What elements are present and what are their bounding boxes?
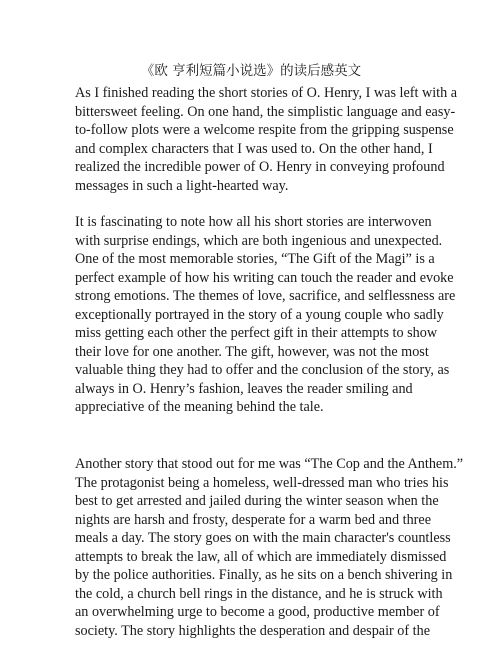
text-line: messages in such a light-hearted way.: [75, 177, 289, 194]
text-line: It is fascinating to note how all his short stories are interwoven: [75, 214, 432, 230]
text-line: an overwhelming urge to become a good, productive member of: [75, 604, 440, 620]
text-line: appreciative of the meaning behind the tale.: [75, 399, 324, 415]
text-line: miss getting each other the perfect gift in their attempts to show: [75, 325, 438, 341]
text-line: strong emotions. The themes of love, sacrifice, and selflessness are: [75, 288, 456, 304]
text-line: to-follow plots were a welcome respite from the gripping suspense: [75, 122, 454, 138]
text-line: the cold, a church bell rings in the distance, and he is struck with: [75, 585, 443, 602]
text-line: The protagonist being a homeless, well-dressed man who tries his: [75, 474, 449, 491]
paragraph-3: [75, 455, 464, 640]
text-line: society. The story highlights the desperation and despair of the: [75, 622, 430, 639]
text-line: with surprise endings, which are both ingenious and unexpected.: [75, 232, 443, 249]
text-line: realized the incredible power of O. Henry in conveying profound: [75, 159, 445, 175]
text-line: bittersweet feeling. On one hand, the simplistic language and easy-: [75, 103, 456, 120]
text-line: One of the most memorable stories, “The Gift of the Magi” is a: [75, 251, 435, 267]
paragraph-2: [75, 213, 456, 417]
text-line: nights are harsh and frosty, desperate for a warm bed and three: [75, 511, 431, 528]
text-line: by the police authorities. Finally, as he sits on a bench shivering in: [75, 567, 453, 583]
text-line: and complex characters that I was used to. On the other hand, I: [75, 140, 433, 157]
document-title: 《欧 亨利短篇小说选》的读后感英文: [140, 63, 362, 79]
text-line: As I finished reading the short stories of O. Henry, I was left with a: [75, 85, 458, 101]
text-line: attempts to break the law, all of which are immediately dismissed: [75, 548, 447, 565]
text-line: always in O. Henry’s fashion, leaves the reader smiling and: [75, 380, 413, 397]
text-line: their love for one another. The gift, however, was not the most: [75, 343, 429, 360]
text-line: best to get arrested and jailed during the winter season when the: [75, 493, 439, 509]
paragraph-1: [75, 84, 458, 195]
text-line: valuable thing they had to offer and the conclusion of the story, as: [75, 362, 450, 378]
text-line: perfect example of how his writing can touch the reader and evoke: [75, 269, 454, 286]
text-line: meals a day. The story goes on with the main character's countless: [75, 530, 451, 546]
text-line: Another story that stood out for me was “The Cop and the Anthem.”: [75, 456, 464, 472]
text-line: exceptionally portrayed in the story of a young couple who sadly: [75, 306, 444, 323]
